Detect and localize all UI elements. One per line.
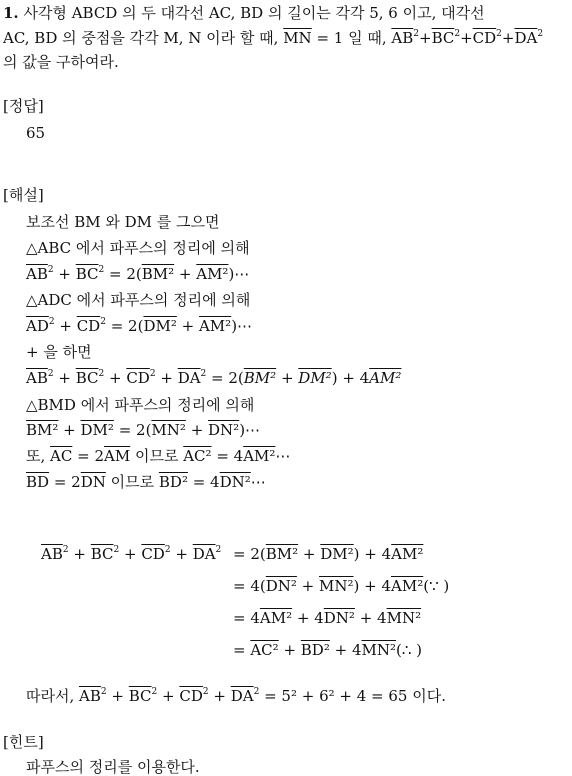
square: 2 <box>62 545 69 555</box>
square: 2 <box>100 687 107 697</box>
segment: AM² <box>259 609 293 627</box>
square: 2 <box>253 687 260 697</box>
segment: BD² <box>158 473 188 491</box>
segment: $\overline{AB}$ <box>26 369 48 387</box>
segment: BM² <box>265 545 299 563</box>
eq-text: ⋯ <box>275 447 291 465</box>
segment: $\overline{DA}$ <box>192 545 216 563</box>
abc-text: △ABC 에서 파푸스의 정리에 의해 <box>26 239 250 257</box>
square: 2 <box>100 317 106 327</box>
problem-text-1: 사각형 ABCD 의 두 대각선 AC, BD 의 길이는 각각 5, 6 이고, 대각선 <box>23 4 485 22</box>
segment: $\overline{AB}$ <box>41 545 63 563</box>
segment: AM² <box>391 545 424 563</box>
square: 2 <box>537 29 544 39</box>
segment: AM² <box>369 369 402 387</box>
square: 2 <box>413 29 419 39</box>
eq-text: = <box>233 641 251 659</box>
eq-text: = 4( <box>233 577 266 595</box>
segment: $\overline{BC}$ <box>75 265 99 283</box>
square: 2 <box>164 545 171 555</box>
square: 2 <box>454 29 461 39</box>
eq-text: = 5² + 6² + 4 = 65 이다. <box>259 687 446 705</box>
eq-text: ⋯ <box>250 473 266 491</box>
eq-text: 또, <box>26 447 51 465</box>
plus: + <box>418 29 432 47</box>
eq-text: = 2 <box>72 447 104 465</box>
eq-text: + 4 <box>354 609 387 627</box>
square: 2 <box>215 545 222 555</box>
square: 2 <box>113 545 120 555</box>
eq-text: 이므로 <box>130 447 184 465</box>
segment: BM² <box>243 369 277 387</box>
eq-text: ) + 4 <box>353 577 392 595</box>
segment: AM² <box>391 577 424 595</box>
problem-number: 1. <box>3 4 19 22</box>
segment-mn: $\overline{MN}$ <box>283 29 312 47</box>
square: 2 <box>151 687 158 697</box>
eq-text: = 4 <box>187 473 220 491</box>
sum-text: + 을 하면 <box>26 343 92 361</box>
problem-line-3: 의 값을 구하여라. <box>3 53 119 71</box>
segment: AM² <box>196 265 229 283</box>
segment: MN² <box>386 609 422 627</box>
explanation-label: [해설] <box>3 186 44 204</box>
segment: $\overline{DN}$ <box>80 473 106 491</box>
conclusion: 따라서, $\overline{AB}^2 + \overline{BC}^2 + \overline{CD}^2 + \overline{DA}^2 = 5^2 + 6^2 + 4 = 65$ 이다. <box>26 687 446 705</box>
eq-text: + 4 <box>292 609 324 627</box>
segment: $\overline{DA}$ <box>230 687 254 705</box>
segment-ab: $\overline{AB}$ <box>391 29 414 47</box>
segment: $\overline{CD}$ <box>141 545 165 563</box>
equation-6 <box>26 473 266 491</box>
adc-text: △ADC 에서 파푸스의 정리에 의해 <box>26 291 251 309</box>
segment: MN² <box>319 577 354 595</box>
eq-text: + <box>278 641 301 659</box>
segment: $\overline{CD}$ <box>126 369 150 387</box>
eq-text: = 2( <box>113 421 152 439</box>
problem-line-2 <box>3 29 543 47</box>
eq-text: 따라서, <box>26 687 80 705</box>
segment: DN² <box>208 421 240 439</box>
segment: $\overline{BC}$ <box>128 687 152 705</box>
square: 2 <box>496 29 502 39</box>
segment: DM² <box>143 317 177 335</box>
square: 2 <box>98 369 105 379</box>
segment: AM² <box>243 447 276 465</box>
segment: $\overline{BC}$ <box>75 369 99 387</box>
eq-text: ) + 4 <box>331 369 370 387</box>
segment: $\overline{DA}$ <box>177 369 201 387</box>
plus: + <box>460 29 473 47</box>
segment: BD² <box>300 641 330 659</box>
segment: DM² <box>298 369 332 387</box>
explanation-intro: 보조선 BM 와 DM 를 그으면 <box>26 213 220 231</box>
square: 2 <box>47 265 54 275</box>
therefore-note: (∴ ) <box>396 641 423 659</box>
eq-text: = 4 <box>233 609 260 627</box>
equation-2: $\overline{AD}^2 + \overline{CD}^2 = 2(DM^2$ + AM²)⋯ <box>26 317 253 335</box>
segment: BM² <box>141 265 175 283</box>
problem-line-1 <box>3 4 485 22</box>
answer-label: [정답] <box>3 97 44 115</box>
eq-text: = 2( <box>206 369 244 387</box>
segment: AC² <box>183 447 212 465</box>
segment: DN² <box>265 577 297 595</box>
segment-bc: $\overline{BC}$ <box>431 29 455 47</box>
big-row-4 <box>233 641 422 659</box>
eq-text: )⋯ <box>228 265 250 283</box>
square: 2 <box>98 265 105 275</box>
segment: MN² <box>151 421 186 439</box>
segment: AM² <box>198 317 232 335</box>
bmd-text: △BMD 에서 파푸스의 정리에 의해 <box>26 396 255 414</box>
segment: $\overline{AM}$ <box>104 447 131 465</box>
answer-value: 65 <box>26 124 46 142</box>
equation-5 <box>26 447 290 465</box>
eq-text: ) + 4 <box>353 545 392 563</box>
segment: $\overline{CD}$ <box>76 317 101 335</box>
eq-text: )⋯ <box>239 421 261 439</box>
square: 2 <box>149 369 156 379</box>
eq-text: = 2 <box>49 473 81 491</box>
eq-text: + 4 <box>329 641 362 659</box>
plus: + <box>501 29 515 47</box>
segment: $\overline{CD}$ <box>179 687 203 705</box>
eq-text: 이므로 <box>105 473 159 491</box>
because-note: (∵ ) <box>423 577 450 595</box>
eq-text: )⋯ <box>231 317 253 335</box>
segment: DN² <box>219 473 251 491</box>
square: 2 <box>48 317 55 327</box>
segment: $\overline{AD}$ <box>26 317 49 335</box>
segment: $\overline{AB}$ <box>79 687 101 705</box>
square: 2 <box>200 369 207 379</box>
equation-1: $\overline{AB}^2 + \overline{BC}^2 = 2(BM^2$ + AM²)⋯ <box>26 265 250 283</box>
segment: MN² <box>361 641 396 659</box>
segment-da: $\overline{DA}$ <box>514 29 538 47</box>
big-row-1: = 2(BM² + DM²) + 4AM² <box>233 545 424 563</box>
segment: DM² <box>320 545 354 563</box>
eq-text: = 2( <box>105 317 144 335</box>
big-row-2: = 4(DN² + MN²) + 4AM²(∵ ) <box>233 577 450 595</box>
hint-text: 파푸스의 정리를 이용한다. <box>26 758 200 776</box>
problem-text-2a: AC, BD 의 중점을 각각 M, N 이라 할 때, <box>3 29 284 47</box>
problem-text-2b: = 1 일 때, <box>311 29 392 47</box>
segment: $\overline{BD}$ <box>26 473 50 491</box>
segment: BM² <box>26 421 59 439</box>
eq-text: = 2( <box>104 265 142 283</box>
segment-cd: $\overline{CD}$ <box>472 29 497 47</box>
equation-4: BM² + DM² = 2(MN² + DN²)⋯ <box>26 421 261 439</box>
segment: $\overline{AB}$ <box>26 265 48 283</box>
hint-label: [힌트] <box>3 733 44 751</box>
big-lhs: $\overline{AB}^2 + \overline{BC}^2 + \overline{CD}^2 + \overline{DA}^2$ <box>41 545 222 563</box>
segment: $\overline{BC}$ <box>90 545 114 563</box>
segment: DN² <box>323 609 355 627</box>
big-row-3 <box>233 609 421 627</box>
segment: AC² <box>250 641 279 659</box>
segment: $\overline{AC}$ <box>50 447 73 465</box>
square: 2 <box>47 369 54 379</box>
eq-text: = 4 <box>211 447 244 465</box>
segment: DM² <box>80 421 114 439</box>
square: 2 <box>202 687 209 697</box>
equation-3: $\overline{AB}^2 + \overline{BC}^2 + \overline{CD}^2 + \overline{DA}^2 = 2(BM^2 + DM^2) + 4AM^2$ <box>26 369 402 387</box>
eq-text: = 2( <box>233 545 266 563</box>
